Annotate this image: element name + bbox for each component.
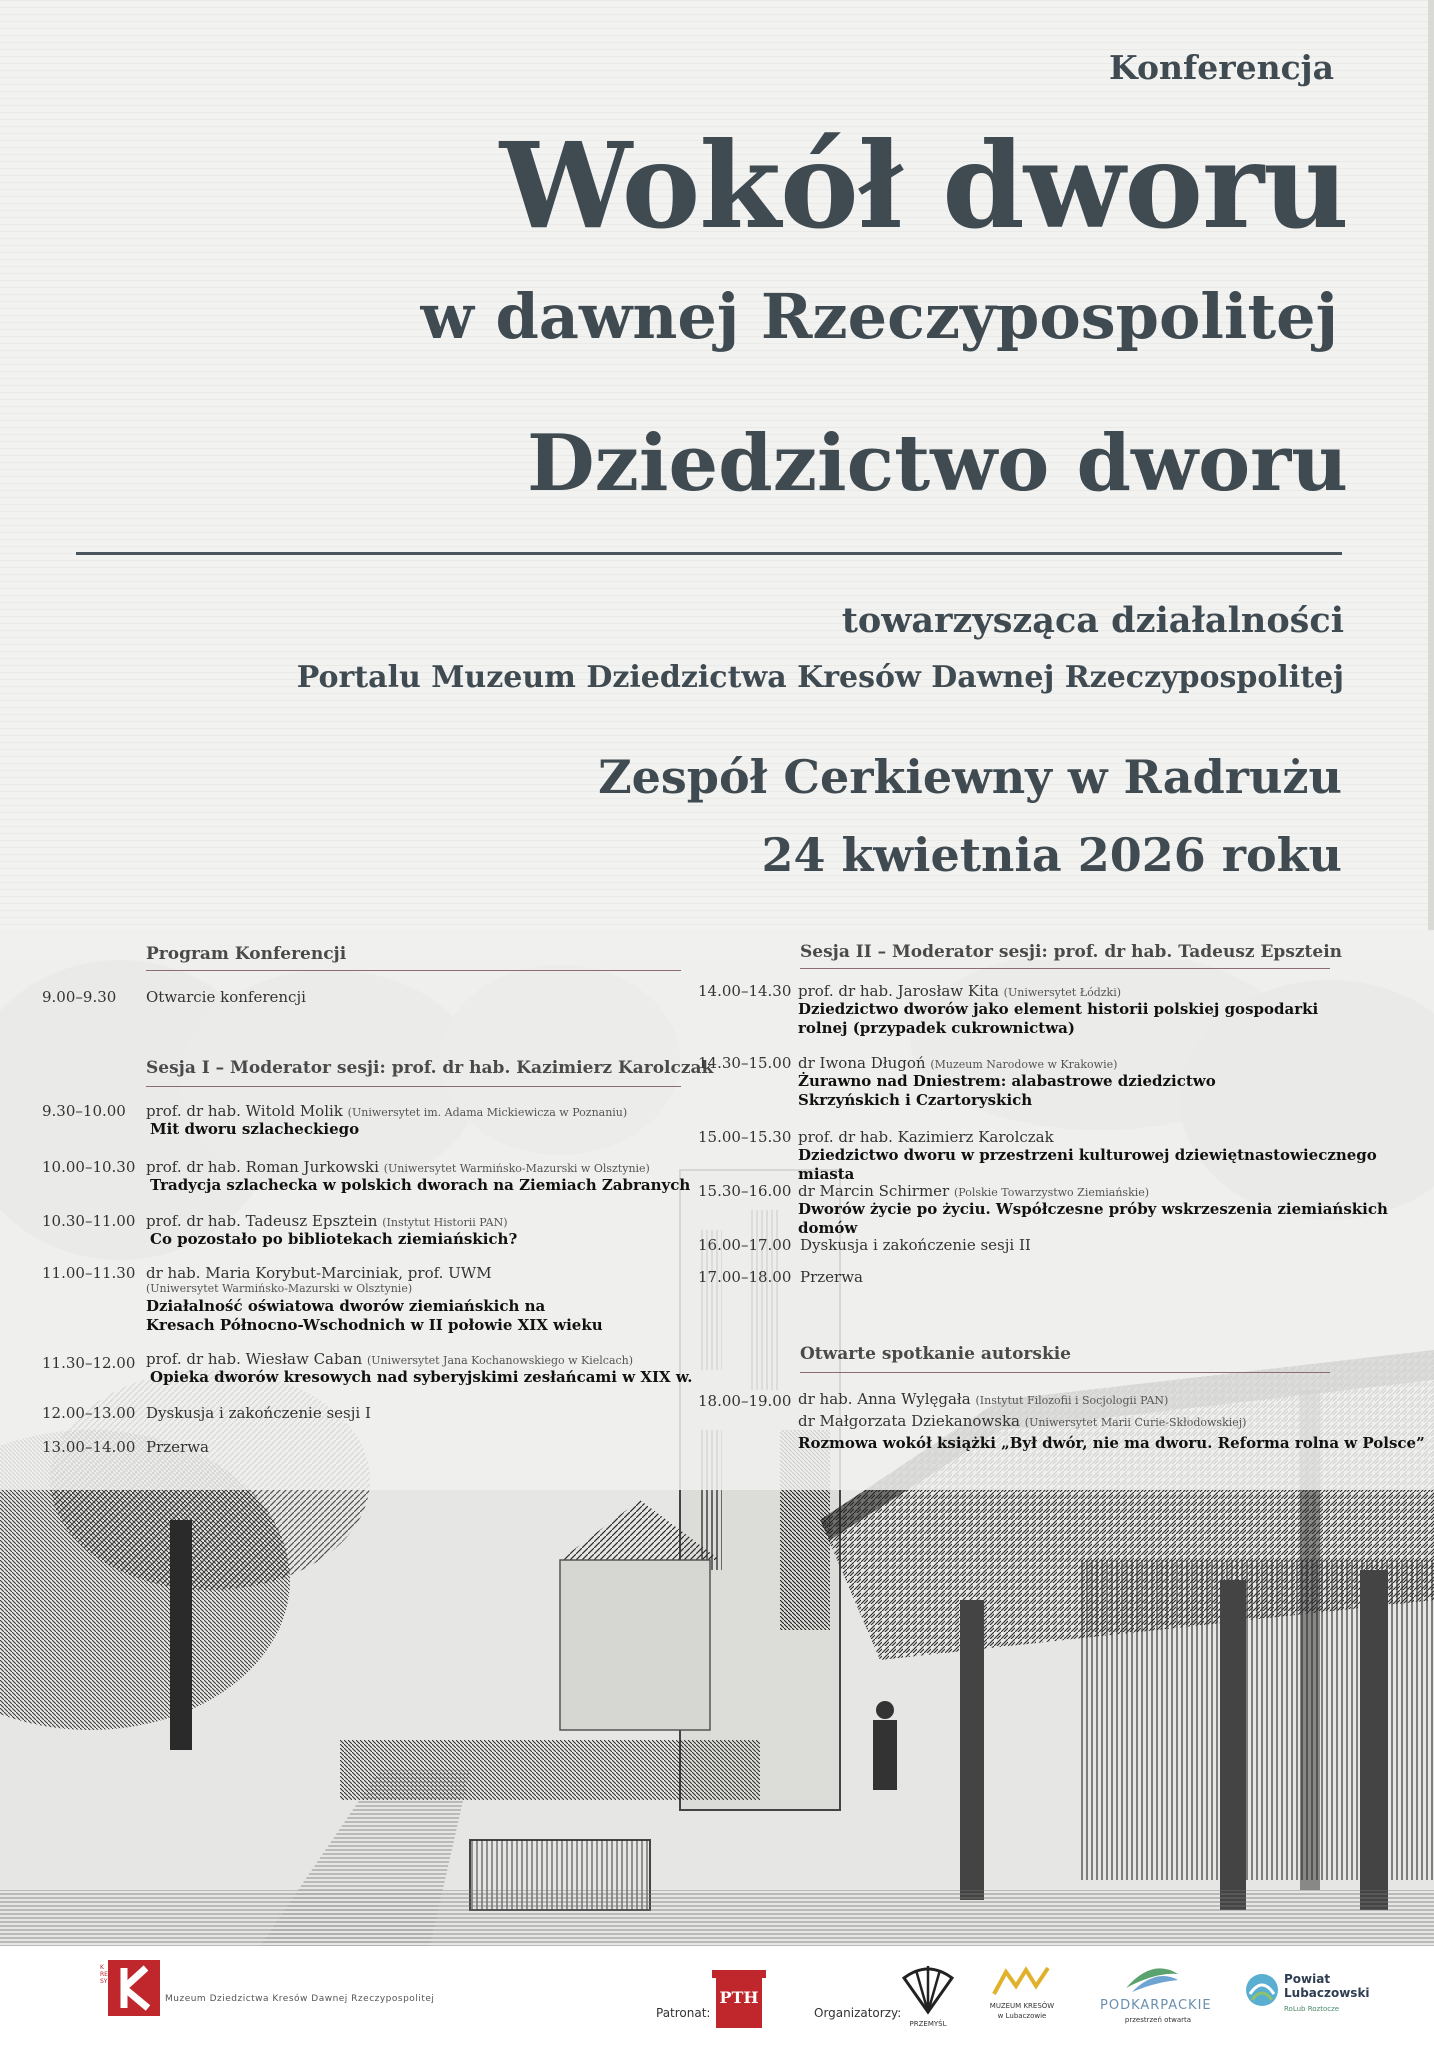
speaker-name: prof. dr hab. Wiesław Caban [146,1350,363,1368]
powiat-logo [1244,1972,1280,2008]
break-time: 17.00–18.00 [698,1268,792,1286]
speaker-name: prof. dr hab. Kazimierz Karolczak [798,1128,1054,1146]
talk-entry [146,1264,603,1335]
powiat-line1: Powiat [1284,1972,1331,1986]
speaker-name: dr Marcin Schirmer [798,1182,950,1200]
powiat-label [1284,1972,1370,2016]
speaker-affiliation: (Uniwersytet Warmińsko-Mazurski w Olsztynie) [146,1282,413,1295]
speaker-affiliation: (Polskie Towarzystwo Ziemiańskie) [954,1186,1150,1199]
kresy-logo-text: KRESY [100,1964,108,1985]
talk-time: 10.30–11.00 [42,1212,136,1230]
talk-title-cont: Skrzyńskich i Czartoryskich [798,1091,1033,1109]
main-title-line2: w dawnej Rzeczypospolitej [420,280,1338,353]
speaker-affiliation: (Muzeum Narodowe w Krakowie) [930,1058,1118,1071]
discussion-time: 12.00–13.00 [42,1404,136,1422]
speaker-name: dr Małgorzata Dziekanowska [798,1412,1020,1430]
meeting-time: 18.00–19.00 [698,1392,792,1410]
program-divider [146,970,681,971]
podkarpackie-logo [1122,1958,1182,1996]
talk-title: Tradycja szlachecka w polskich dworach na Ziemiach Zabranych [150,1176,691,1194]
podkarpackie-label: PODKARPACKIE [1100,1998,1212,2013]
talk-time: 11.30–12.00 [42,1354,136,1372]
session2-heading: Sesja II – Moderator sesji: prof. dr hab. Tadeusz Epsztein [800,942,1343,962]
event-date: 24 kwietnia 2026 roku [761,828,1342,882]
kresy-logo [108,1960,160,2016]
opening-time: 9.00–9.30 [42,988,117,1006]
speaker-affiliation: (Uniwersytet Marii Curie-Skłodowskiej) [1024,1416,1247,1429]
podkarpackie-sub: przestrzeń otwarta [1124,2016,1192,2024]
talk-title: Co pozostało po bibliotekach ziemiańskich? [150,1230,518,1248]
speaker-name: dr hab. Maria Korybut-Marciniak, prof. UWM [146,1264,492,1282]
conference-program [0,930,1434,1490]
organizers-label: Organizatorzy: [814,2006,902,2020]
talk-title-cont: rolnej (przypadek cukrownictwa) [798,1019,1075,1037]
meeting-title: Rozmowa wokół książki „Był dwór, nie ma dworu. Reforma rolna w Polsce” [798,1434,1425,1452]
przemysl-shell-logo [900,1960,956,2016]
opening-label: Otwarcie konferencji [146,988,306,1006]
talk-title: Mit dworu szlacheckiego [150,1120,360,1138]
meeting-divider [800,1372,1330,1373]
speaker-name: prof. dr hab. Roman Jurkowski [146,1158,379,1176]
powiat-line2: Lubaczowski [1284,1986,1370,2000]
talk-time: 15.00–15.30 [698,1128,792,1146]
accompanying-text: towarzysząca działalności [841,600,1344,641]
meeting-entry [798,1390,1425,1453]
session2-divider [800,968,1330,969]
speaker-affiliation: (Instytut Historii PAN) [382,1216,508,1229]
session1-divider [146,1086,681,1087]
speaker-name: dr Iwona Długoń [798,1054,926,1072]
talk-entry [798,1054,1216,1110]
discussion-label: Dyskusja i zakończenie sesji II [800,1236,1031,1254]
speaker-name: dr hab. Anna Wylęgała [798,1390,971,1408]
muzeum-kresow-city: w Lubaczowie [997,2012,1047,2020]
talk-time: 14.00–14.30 [698,982,792,1000]
talk-time: 10.00–10.30 [42,1158,136,1176]
muzeum-kresow-logo [992,1964,1052,1998]
page-edge [1428,0,1434,930]
pth-logo-text: PTH [719,1988,759,2007]
discussion-label: Dyskusja i zakończenie sesji I [146,1404,371,1422]
speaker-affiliation: (Uniwersytet Warmińsko-Mazurski w Olsztynie) [383,1162,650,1175]
speaker-name: prof. dr hab. Witold Molik [146,1102,343,1120]
talk-title: Działalność oświatowa dworów ziemiańskich na [146,1297,546,1315]
speaker-name: prof. dr hab. Tadeusz Epsztein [146,1212,378,1230]
talk-title: Żurawno nad Dniestrem: alabastrowe dziedzictwo [798,1072,1216,1090]
talk-time: 11.00–11.30 [42,1264,136,1282]
program-heading: Program Konferencji [146,944,347,964]
talk-time: 14.30–15.00 [698,1054,792,1072]
talk-entry [146,1212,517,1249]
venue: Zespół Cerkiewny w Radrużu [598,750,1342,804]
speaker-affiliation: (Uniwersytet im. Adama Mickiewicza w Poznaniu) [347,1106,628,1119]
session1-heading: Sesja I – Moderator sesji: prof. dr hab. Kazimierz Karolczak [146,1058,714,1078]
talk-time: 9.30–10.00 [42,1102,126,1120]
portal-name: Portalu Muzeum Dziedzictwa Kresów Dawnej Rzeczypospolitej [296,660,1344,695]
conference-label: Konferencja [1109,48,1334,87]
talk-title: Dziedzictwo dworu w przestrzeni kulturowej dziewiętnastowiecznego miasta [798,1146,1377,1183]
break-time: 13.00–14.00 [42,1438,136,1456]
talk-title: Dworów życie po życiu. Współczesne próby wskrzeszenia ziemiańskich domów [798,1200,1388,1237]
talk-entry [146,1350,692,1387]
sponsor-footer [0,1946,1434,2048]
talk-entry [798,982,1318,1038]
museum-name: Muzeum Dziedzictwa Kresów Dawnej Rzeczypospolitej [165,1994,435,2004]
talk-entry [146,1158,690,1195]
talk-title-cont: Kresach Północno-Wschodnich w II połowie XIX wieku [146,1316,603,1334]
talk-title: Dziedzictwo dworów jako element historii polskiej gospodarki [798,1000,1319,1018]
main-title: Wokół dworu [499,116,1348,255]
przemysl-label: PRZEMYŚL [909,2020,947,2028]
talk-time: 15.30–16.00 [698,1182,792,1200]
talk-entry [798,1182,1434,1238]
break-label: Przerwa [800,1268,863,1286]
speaker-name: prof. dr hab. Jarosław Kita [798,982,999,1000]
speaker-affiliation: (Uniwersytet Jana Kochanowskiego w Kielcach) [367,1354,634,1367]
speaker-affiliation: (Uniwersytet Łódzki) [1003,986,1122,999]
talk-title: Opieka dworów kresowych nad syberyjskimi zesłańcami w XIX w. [150,1368,693,1386]
discussion-time: 16.00–17.00 [698,1236,792,1254]
title-divider [76,552,1342,555]
muzeum-kresow-label: MUZEUM KRESÓW [989,2002,1055,2010]
subtitle-heritage: Dziedzictwo dworu [526,418,1348,509]
meeting-heading: Otwarte spotkanie autorskie [800,1344,1071,1364]
powiat-sub: RoLub Roztocze [1284,2005,1340,2013]
break-label: Przerwa [146,1438,209,1456]
speaker-affiliation: (Instytut Filozofii i Socjologii PAN) [975,1394,1169,1407]
talk-entry [146,1102,627,1139]
talk-entry [798,1128,1434,1184]
patronage-label: Patronat: [656,2006,711,2020]
